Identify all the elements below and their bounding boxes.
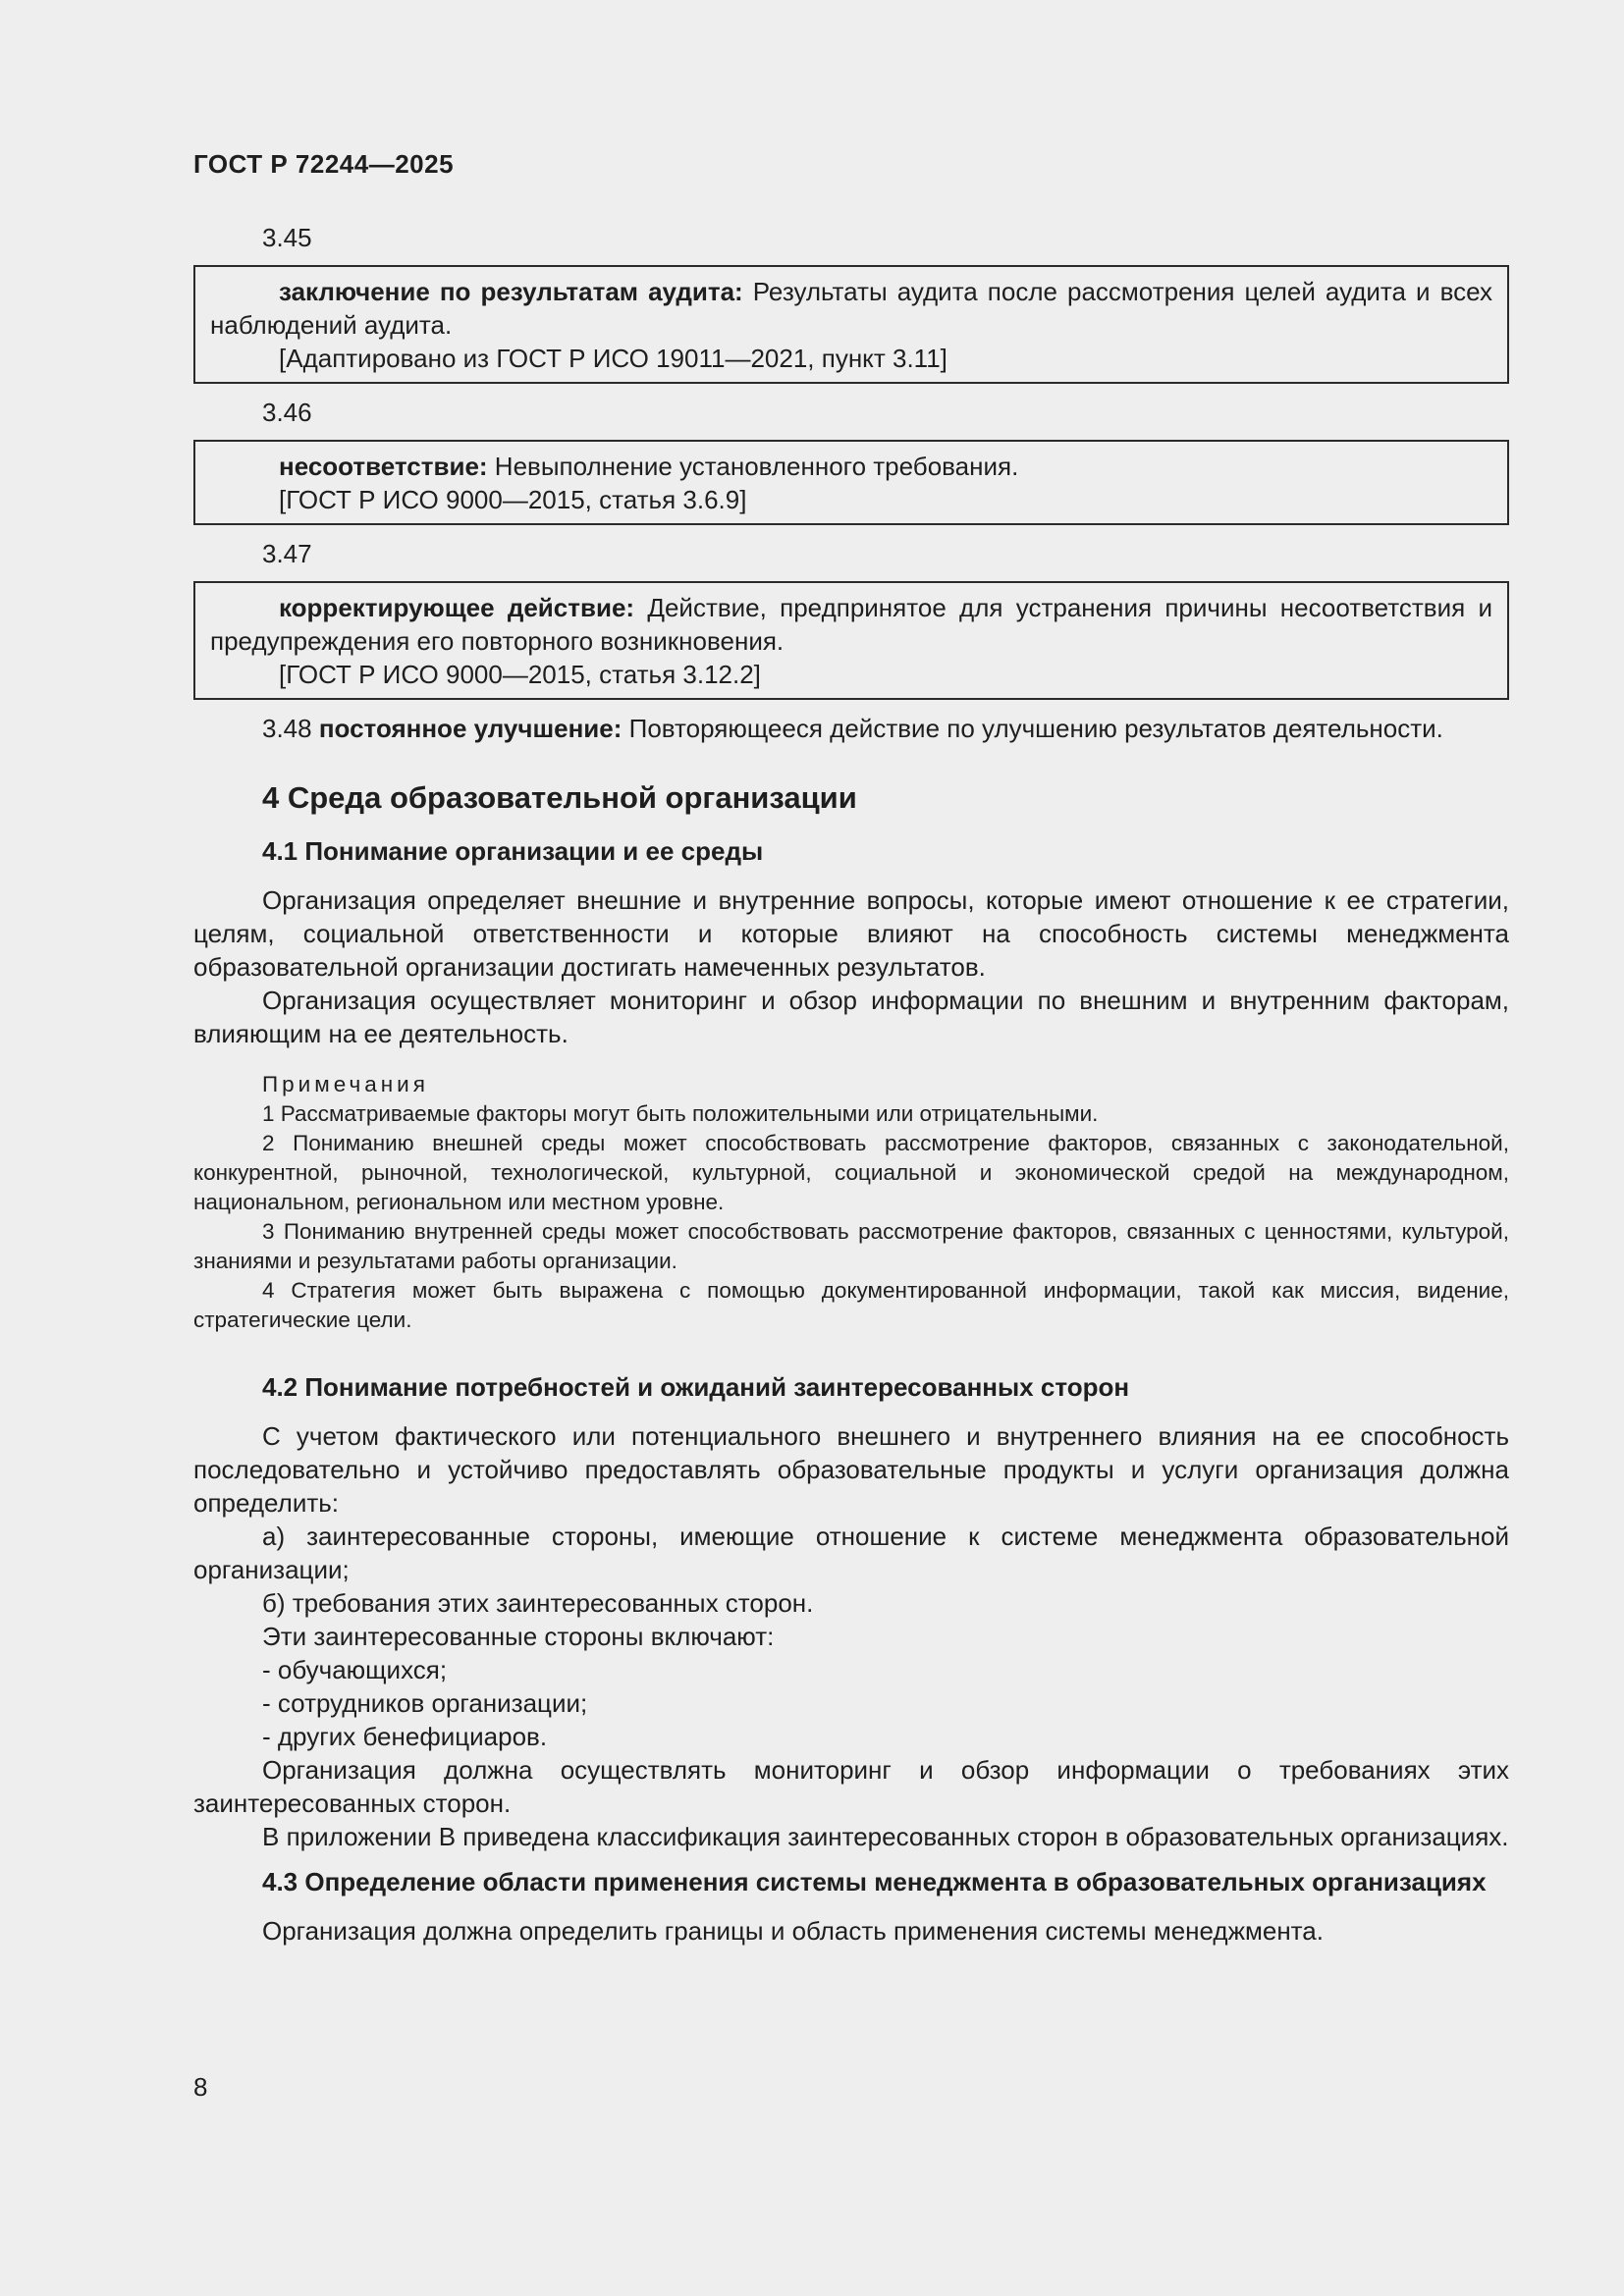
notes-block [193,1070,1509,1335]
term-definition-3-48 [193,712,1509,745]
standard-code-header: ГОСТ Р 72244—2025 [193,149,455,179]
term-box-3-46 [193,440,1509,525]
term-number: 3.46 [262,398,312,427]
term-name: несоответствие: [279,452,488,481]
dash-item: - сотрудников организации; [262,1688,588,1718]
term-name: корректирующее действие: [279,593,635,622]
term-box-3-45 [193,265,1509,384]
section-4-3-heading: 4.3 Определение области применения системы менеджмента в образовательных организациях [262,1867,1487,1896]
term-def-text: Действие, предпринятое для устранения причины несоответствия и предупреждения его повторного возникновения. [210,593,1493,656]
list-item: а) заинтересованные стороны, имеющие отношение к системе менеджмента образовательной организации; [193,1522,1509,1584]
note-item: 2 Пониманию внешней среды может способствовать рассмотрение факторов, связанных с законодательной, конкурентной, рыночной, технологической, культурной, социальной и экономической средой на международном, национальном, региональном или местном уровне. [193,1131,1509,1214]
note-item: 3 Пониманию внутренней среды может способствовать рассмотрение факторов, связанных с ценностями, культурой, знаниями и результатами работы организации. [193,1219,1509,1273]
term-def-text: Результаты аудита после рассмотрения целей аудита и всех наблюдений аудита. [210,277,1492,340]
term-number: 3.45 [262,223,312,252]
term-name: заключение по результатам аудита: [279,277,743,306]
dash-item: - обучающихся; [262,1655,448,1684]
term-number: 3.48 [262,714,312,743]
term-def-text: Повторяющееся действие по улучшению результатов деятельности. [622,714,1443,743]
term-def-text: Невыполнение установленного требования. [487,452,1019,481]
document-body [193,221,1509,1948]
term-definition [210,450,1492,483]
page-number: 8 [193,2072,208,2102]
paragraph: С учетом фактического или потенциального внешнего и внутреннего влияния на ее способность последовательно и устойчиво предоставлять образовательные продукты и услуги организация должна определить: [193,1421,1509,1518]
section-4-2-heading: 4.2 Понимание потребностей и ожиданий заинтересованных сторон [262,1372,1130,1402]
section-4-1-heading: 4.1 Понимание организации и ее среды [262,836,764,866]
list-item: б) требования этих заинтересованных сторон. [262,1588,814,1618]
paragraph: В приложении В приведена классификация заинтересованных сторон в образовательных организациях. [262,1822,1509,1851]
term-name: постоянное улучшение: [318,714,623,743]
term-box-3-47 [193,581,1509,700]
term-source: [Адаптировано из ГОСТ Р ИСО 19011—2021, пункт 3.11] [279,344,947,373]
term-source: [ГОСТ Р ИСО 9000—2015, статья 3.6.9] [279,485,747,514]
term-source: [ГОСТ Р ИСО 9000—2015, статья 3.12.2] [279,660,761,689]
note-item: 1 Рассматриваемые факторы могут быть положительными или отрицательными. [262,1101,1099,1126]
paragraph: Организация должна определить границы и область применения системы менеджмента. [262,1916,1324,1946]
paragraph: Организация определяет внешние и внутренние вопросы, которые имеют отношение к ее стратегии, целям, социальной ответственности и которые влияют на способность системы менеджмента образовательной организации достигать намеченных результатов. [193,885,1509,982]
paragraph: Эти заинтересованные стороны включают: [262,1622,775,1651]
paragraph: Организация должна осуществлять мониторинг и обзор информации о требованиях этих заинтересованных сторон. [193,1755,1509,1818]
note-item: 4 Стратегия может быть выражена с помощью документированной информации, такой как миссия, видение, стратегические цели. [193,1278,1509,1332]
notes-title: Примечания [262,1072,429,1096]
dash-item: - других бенефициаров. [262,1722,548,1751]
term-definition [210,591,1492,658]
section-4-heading: 4 Среда образовательной организации [262,780,857,815]
term-definition [210,275,1492,342]
paragraph: Организация осуществляет мониторинг и обзор информации по внешним и внутренним факторам, влияющим на ее деятельность. [193,986,1509,1048]
term-number: 3.47 [262,539,312,568]
